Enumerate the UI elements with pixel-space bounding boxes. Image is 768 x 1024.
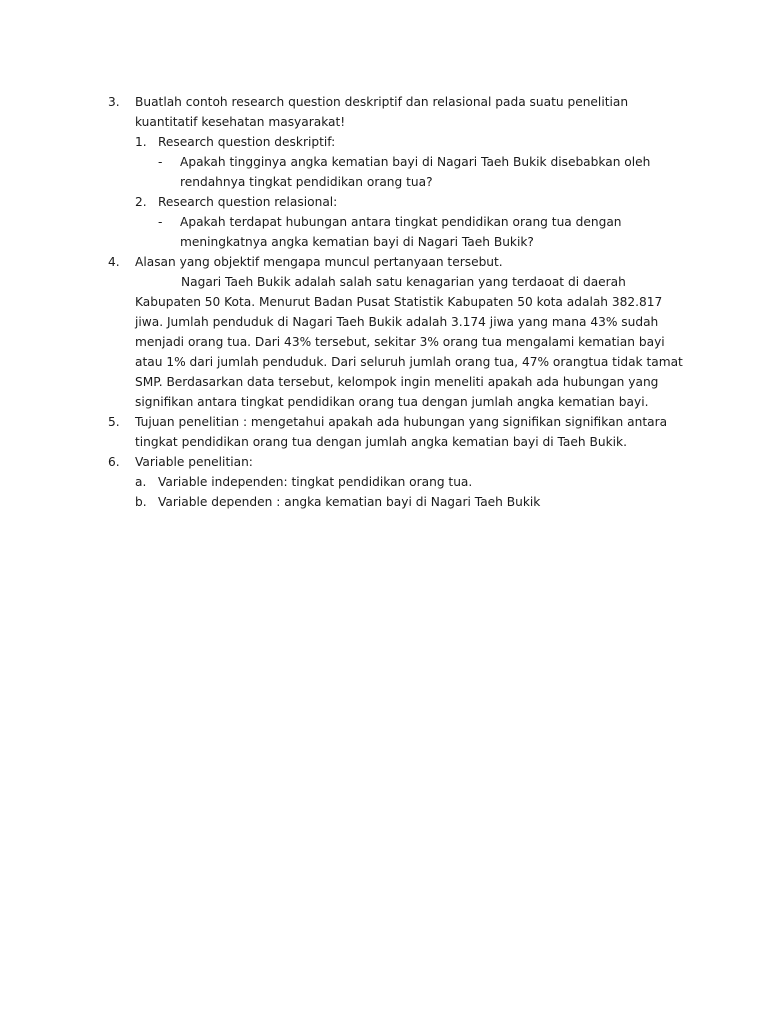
bullet-dash: - [158,155,163,169]
list-number: 4. [108,255,120,269]
sub-item-2 [135,192,688,252]
sub-item-text: Research question deskriptif: [158,135,336,149]
sub-item-text: Variable dependen : angka kematian bayi di Nagari Taeh Bukik [158,495,541,509]
sub-item-1 [135,132,688,192]
list-item-6 [108,452,688,512]
list-item-text: Tujuan penelitian : mengetahui apakah ada hubungan yang signifikan signifikan antara tingkat pendidikan orang tua dengan jumlah angka kematian bayi di Taeh Bukik. [135,415,668,449]
list-item-text: Variable penelitian: [135,455,253,469]
list-item-text: Alasan yang objektif mengapa muncul pertanyaan tersebut. [135,255,503,269]
sub-number: 1. [135,135,147,149]
list-item-text: Buatlah contoh research question deskriptif dan relasional pada suatu penelitian kuantitatif kesehatan masyarakat! [135,95,629,129]
sub-item-text: Variable independen: tingkat pendidikan orang tua. [158,475,473,489]
bullet-dash: - [158,215,163,229]
sub-item-a [135,472,688,492]
body-paragraph: Nagari Taeh Bukik adalah salah satu kenagarian yang terdaoat di daerah Kabupaten 50 Kota. Menurut Badan Pusat Statistik Kabupaten 50 kota adalah 382.817 jiwa. Jumlah penduduk di Nagari Taeh Bukik adalah 3.174 jiwa yang mana 43% sudah menjadi orang tua. Dari 43% tersebut, sekitar 3% orang tua mengalami kematian bayi atau 1% dari jumlah penduduk. Dari seluruh jumlah orang tua, 47% orangtua tidak tamat SMP. Berdasarkan data tersebut, kelompok ingin meneliti apakah ada hubungan yang signifikan antara tingkat pendidikan orang tua dengan jumlah angka kematian bayi. [135,275,683,409]
list-item-4 [108,252,688,412]
sub-item-b [135,492,688,512]
sub-item-text: Research question relasional: [158,195,338,209]
bullet-item [158,212,688,252]
sub-number: 2. [135,195,147,209]
document-content [108,92,688,512]
list-number: 3. [108,95,120,109]
list-number: 5. [108,415,120,429]
bullet-text: Apakah terdapat hubungan antara tingkat pendidikan orang tua dengan meningkatnya angka kematian bayi di Nagari Taeh Bukik? [180,215,622,249]
bullet-text: Apakah tingginya angka kematian bayi di Nagari Taeh Bukik disebabkan oleh rendahnya tingkat pendidikan orang tua? [180,155,651,189]
bullet-item [158,152,688,192]
sub-letter: a. [135,475,147,489]
sub-letter: b. [135,495,147,509]
list-item-5 [108,412,688,452]
list-item-3 [108,92,688,252]
list-number: 6. [108,455,120,469]
